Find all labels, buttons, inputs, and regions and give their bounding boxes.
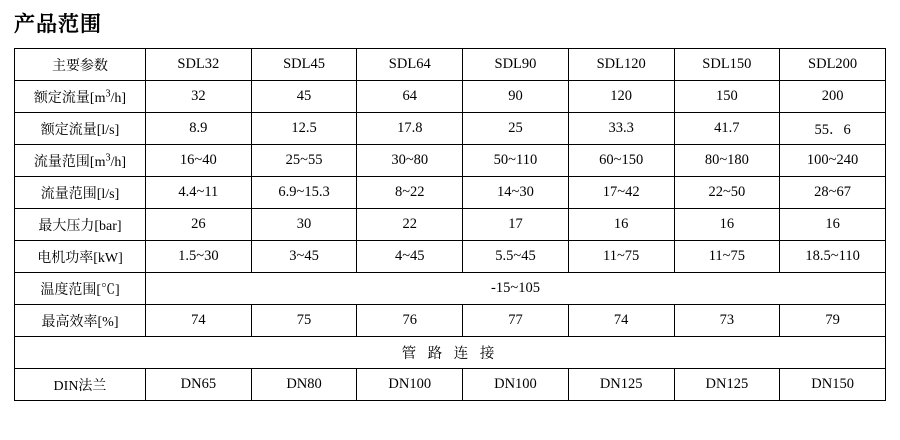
cell: 150 [674,81,780,113]
cell: 5.5~45 [463,241,569,273]
cell: 16 [780,209,886,241]
cell: 25 [463,113,569,145]
cell: 32 [146,81,252,113]
column-header-model-6: SDL150 [674,49,780,81]
table-row [15,369,886,401]
spec-table-container [14,48,886,401]
cell: 80~180 [674,145,780,177]
cell: 33.3 [568,113,674,145]
row-label-post: /h] [110,154,127,170]
row-label [15,273,146,305]
row-label [15,81,146,113]
cell: 4.4~11 [146,177,252,209]
cell: 4~45 [357,241,463,273]
cell: 18.5~110 [780,241,886,273]
cell-merged-temperature: -15~105 [146,273,886,305]
row-label [15,209,146,241]
cell: 22 [357,209,463,241]
table-row [15,305,886,337]
column-header-model-7: SDL200 [780,49,886,81]
section-header-pipe-connection: 管 路 连 接 [15,337,886,369]
row-label-text: 最大压力[bar] [38,218,122,234]
cell: 1.5~30 [146,241,252,273]
cell: 41.7 [674,113,780,145]
cell: 17 [463,209,569,241]
row-label-text: 流量范围[l/s] [40,186,120,202]
cell: DN100 [463,369,569,401]
cell: 74 [146,305,252,337]
cell: 6.9~15.3 [251,177,357,209]
row-label [15,145,146,177]
cell: 3~45 [251,241,357,273]
cell: 100~240 [780,145,886,177]
cell: 14~30 [463,177,569,209]
table-row [15,209,886,241]
cell: 17~42 [568,177,674,209]
row-label [15,113,146,145]
cell: 55．6 [780,113,886,145]
row-label-text: 温度范围[℃] [40,282,120,298]
cell: 12.5 [251,113,357,145]
cell: 26 [146,209,252,241]
cell: 11~75 [674,241,780,273]
row-label: DIN法兰 [15,369,146,401]
table-row [15,241,886,273]
row-label-post: /h] [110,90,127,106]
row-label-text: 额定流量[l/s] [40,122,120,138]
cell: DN65 [146,369,252,401]
cell: 60~150 [568,145,674,177]
cell: 16 [568,209,674,241]
cell: 8.9 [146,113,252,145]
table-section-row [15,337,886,369]
row-label-text: 电机功率[kW] [37,250,123,266]
row-label-text: 额定流量[m [33,90,106,106]
table-row [15,81,886,113]
cell: 45 [251,81,357,113]
cell: 16~40 [146,145,252,177]
column-header-model-2: SDL45 [251,49,357,81]
cell: 90 [463,81,569,113]
table-body [15,49,886,401]
cell: 16 [674,209,780,241]
row-label-text: 最高效率[%] [41,314,119,330]
cell: DN150 [780,369,886,401]
cell: DN80 [251,369,357,401]
row-label [15,177,146,209]
column-header-params: 主要参数 [15,49,146,81]
table-row [15,177,886,209]
row-label-sup: 3 [105,87,111,99]
cell: 74 [568,305,674,337]
cell: 28~67 [780,177,886,209]
cell: 25~55 [251,145,357,177]
cell: 73 [674,305,780,337]
table-row [15,273,886,305]
column-header-model-3: SDL64 [357,49,463,81]
cell: DN100 [357,369,463,401]
cell: 76 [357,305,463,337]
row-label-text: 流量范围[m [33,154,106,170]
cell: 120 [568,81,674,113]
cell: 8~22 [357,177,463,209]
cell: 50~110 [463,145,569,177]
cell: DN125 [674,369,780,401]
row-label [15,305,146,337]
table-row [15,113,886,145]
table-header-row [15,49,886,81]
cell: 64 [357,81,463,113]
cell: 200 [780,81,886,113]
cell: 22~50 [674,177,780,209]
cell: 17.8 [357,113,463,145]
cell: 75 [251,305,357,337]
page-title: 产品范围 [14,13,102,36]
cell: 11~75 [568,241,674,273]
cell: 77 [463,305,569,337]
cell: 30~80 [357,145,463,177]
column-header-model-4: SDL90 [463,49,569,81]
row-label-sup: 3 [105,151,111,163]
column-header-model-1: SDL32 [146,49,252,81]
cell: DN125 [568,369,674,401]
cell: 30 [251,209,357,241]
table-row [15,145,886,177]
column-header-model-5: SDL120 [568,49,674,81]
row-label [15,241,146,273]
cell: 79 [780,305,886,337]
product-range-table [14,48,886,401]
